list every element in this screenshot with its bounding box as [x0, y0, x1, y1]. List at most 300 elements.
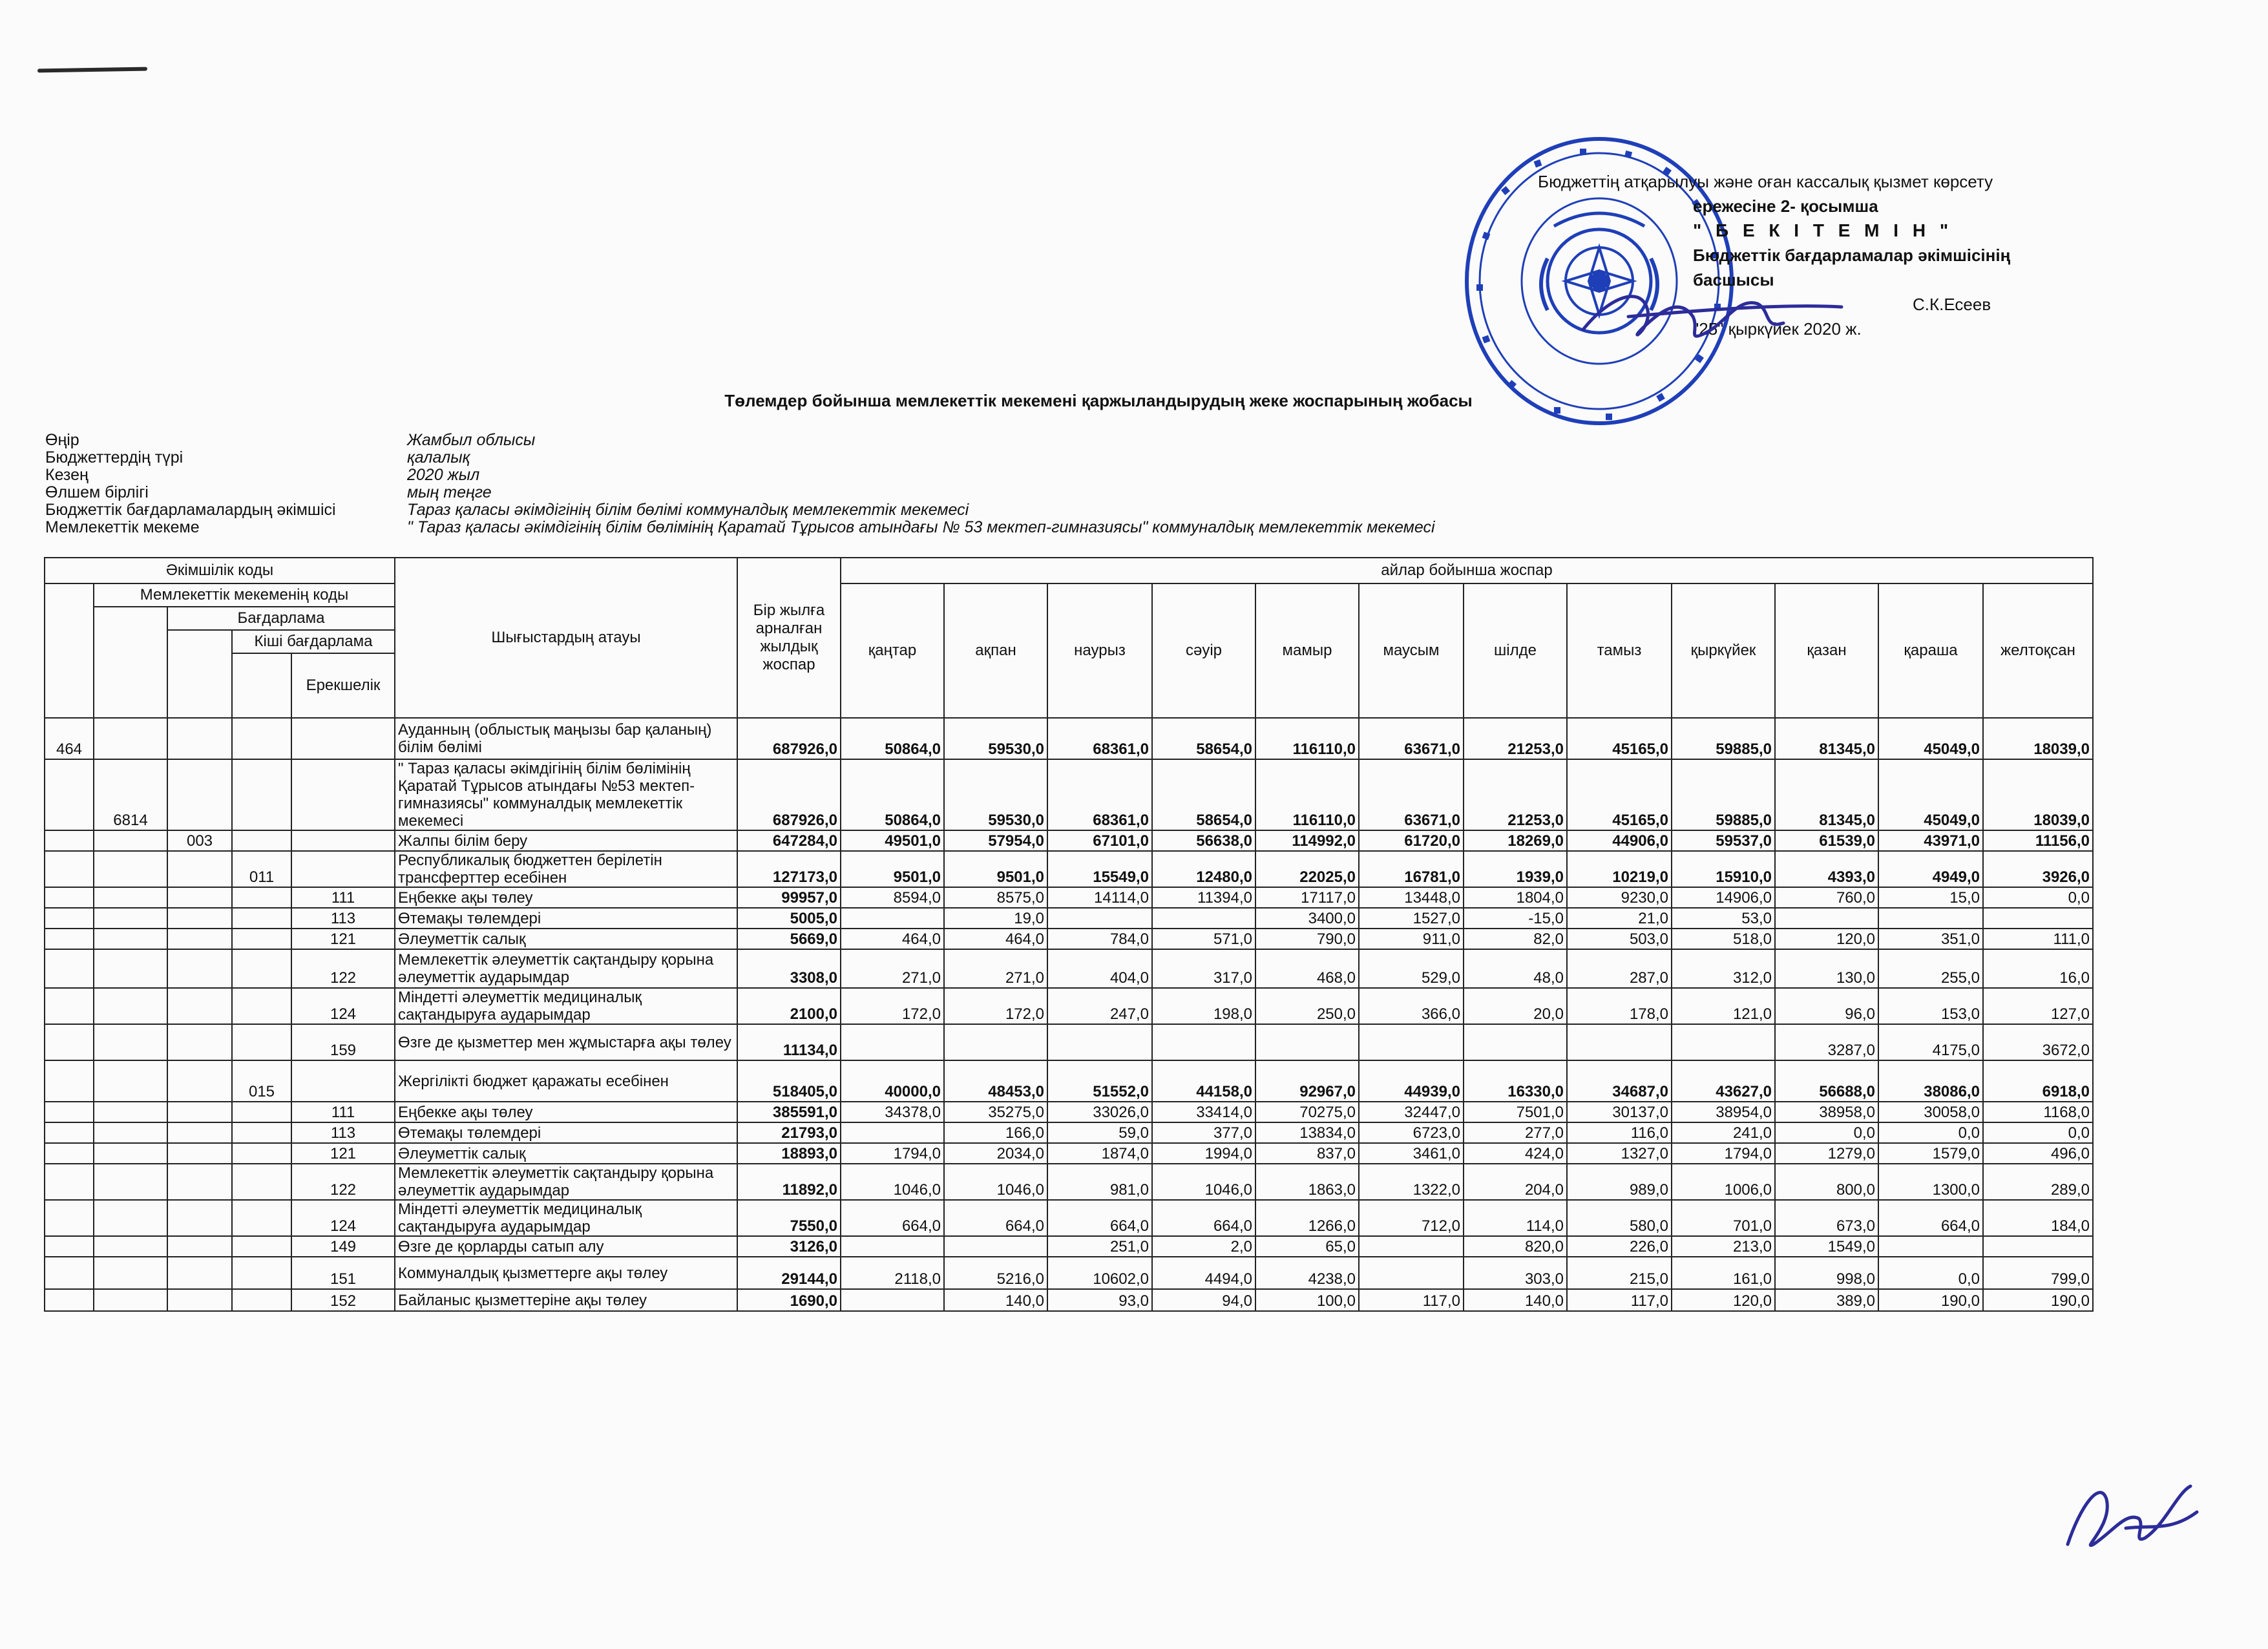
code-cell-3	[167, 1024, 232, 1060]
meta-value: 2020 жыл	[407, 466, 480, 484]
month-cell-11: 16,0	[1983, 949, 2093, 988]
month-cell-3: 1046,0	[1152, 1164, 1255, 1200]
table-row	[45, 1200, 2093, 1236]
meta-label: Бюджеттердің түрі	[45, 448, 184, 467]
month-cell-10: 45049,0	[1878, 718, 1983, 759]
month-cell-0: 50864,0	[841, 718, 944, 759]
month-cell-0	[841, 1289, 944, 1311]
month-cell-4: 17117,0	[1255, 887, 1359, 908]
expense-name-cell: Міндетті әлеуметтік медициналық сақтандыруға аударымдар	[395, 988, 737, 1024]
month-cell-1	[944, 1236, 1047, 1257]
expense-name-cell: Өтемақы төлемдері	[395, 908, 737, 929]
annual-plan-cell: 29144,0	[737, 1257, 841, 1289]
month-cell-5: 32447,0	[1359, 1102, 1464, 1122]
month-cell-4: 468,0	[1255, 949, 1359, 988]
month-cell-9: 760,0	[1775, 887, 1878, 908]
month-cell-0: 664,0	[841, 1200, 944, 1236]
month-cell-10: 45049,0	[1878, 759, 1983, 830]
month-cell-0: 1046,0	[841, 1164, 944, 1200]
code-cell-2	[94, 1289, 167, 1311]
month-cell-5: 16781,0	[1359, 851, 1464, 887]
code-cell-2	[94, 718, 167, 759]
month-cell-4	[1255, 1024, 1359, 1060]
month-cell-1: 19,0	[944, 908, 1047, 929]
document-title: Төлемдер бойынша мемлекеттік мекемені қаржыландырудың жеке жоспарының жобасы	[724, 391, 1473, 410]
month-cell-11	[1983, 1236, 2093, 1257]
month-cell-10: 0,0	[1878, 1257, 1983, 1289]
month-cell-8: 121,0	[1672, 988, 1775, 1024]
meta-row	[45, 484, 1725, 501]
header-admin-spacer	[45, 583, 94, 718]
month-cell-10: 30058,0	[1878, 1102, 1983, 1122]
month-cell-4: 13834,0	[1255, 1122, 1359, 1143]
month-cell-3	[1152, 1024, 1255, 1060]
month-cell-0: 50864,0	[841, 759, 944, 830]
code-cell-1	[45, 851, 94, 887]
code-cell-2	[94, 908, 167, 929]
month-cell-10: 1300,0	[1878, 1164, 1983, 1200]
month-cell-9: 389,0	[1775, 1289, 1878, 1311]
header-month-5: маусым	[1359, 583, 1464, 718]
month-cell-9: 0,0	[1775, 1122, 1878, 1143]
month-cell-11: 18039,0	[1983, 718, 2093, 759]
month-cell-9: 4393,0	[1775, 851, 1878, 887]
month-cell-4: 790,0	[1255, 929, 1359, 949]
payment-plan-table	[44, 557, 2094, 1312]
month-cell-0	[841, 1024, 944, 1060]
month-cell-4: 92967,0	[1255, 1060, 1359, 1102]
code-cell-3	[167, 1257, 232, 1289]
expense-name-cell: Әлеуметтік салық	[395, 1143, 737, 1164]
header-institution-spacer	[94, 607, 167, 718]
header-month-2: наурыз	[1047, 583, 1152, 718]
month-cell-2: 247,0	[1047, 988, 1152, 1024]
month-cell-3: 33414,0	[1152, 1102, 1255, 1122]
month-cell-6: 140,0	[1464, 1289, 1567, 1311]
month-cell-8: 701,0	[1672, 1200, 1775, 1236]
month-cell-6: 18269,0	[1464, 830, 1567, 851]
month-cell-2: 59,0	[1047, 1122, 1152, 1143]
code-cell-3	[167, 949, 232, 988]
month-cell-6: 277,0	[1464, 1122, 1567, 1143]
month-cell-3: 44158,0	[1152, 1060, 1255, 1102]
code-cell-1	[45, 949, 94, 988]
month-cell-3: 94,0	[1152, 1289, 1255, 1311]
meta-value: Жамбыл облысы	[407, 431, 536, 449]
month-cell-6: 20,0	[1464, 988, 1567, 1024]
month-cell-10	[1878, 908, 1983, 929]
meta-value: қалалық	[407, 448, 470, 467]
month-cell-8: 53,0	[1672, 908, 1775, 929]
month-cell-2: 15549,0	[1047, 851, 1152, 887]
code-cell-4	[232, 929, 291, 949]
month-cell-1: 166,0	[944, 1122, 1047, 1143]
month-cell-2	[1047, 1024, 1152, 1060]
month-cell-11: 1168,0	[1983, 1102, 2093, 1122]
code-cell-3	[167, 1060, 232, 1102]
header-month-9: қазан	[1775, 583, 1878, 718]
month-cell-3: 1994,0	[1152, 1143, 1255, 1164]
month-cell-6: -15,0	[1464, 908, 1567, 929]
month-cell-1: 5216,0	[944, 1257, 1047, 1289]
month-cell-6: 424,0	[1464, 1143, 1567, 1164]
month-cell-2: 68361,0	[1047, 759, 1152, 830]
annual-plan-cell: 5005,0	[737, 908, 841, 929]
month-cell-4: 116110,0	[1255, 759, 1359, 830]
month-cell-1: 1046,0	[944, 1164, 1047, 1200]
month-cell-9: 81345,0	[1775, 759, 1878, 830]
month-cell-8	[1672, 1024, 1775, 1060]
table-row	[45, 908, 2093, 929]
month-cell-7: 989,0	[1567, 1164, 1672, 1200]
month-cell-5	[1359, 1024, 1464, 1060]
code-cell-3	[167, 1122, 232, 1143]
month-cell-10: 190,0	[1878, 1289, 1983, 1311]
annual-plan-cell: 1690,0	[737, 1289, 841, 1311]
header-annual-plan: Бір жылға арналған жылдық жоспар	[737, 558, 841, 718]
month-cell-10: 15,0	[1878, 887, 1983, 908]
approval-line-1: Бюджеттің атқарылуы және оған кассалық қызмет көрсету	[1538, 172, 1993, 191]
table-row	[45, 1289, 2093, 1311]
annual-plan-cell: 518405,0	[737, 1060, 841, 1102]
annual-plan-cell: 7550,0	[737, 1200, 841, 1236]
month-cell-3: 11394,0	[1152, 887, 1255, 908]
table-row	[45, 718, 2093, 759]
month-cell-11: 0,0	[1983, 887, 2093, 908]
meta-label: Кезең	[45, 466, 89, 484]
month-cell-8: 59537,0	[1672, 830, 1775, 851]
month-cell-0: 49501,0	[841, 830, 944, 851]
annual-plan-cell: 687926,0	[737, 759, 841, 830]
expense-name-cell: Өзге де қорларды сатып алу	[395, 1236, 737, 1257]
expense-name-cell: Республикалық бюджеттен берілетін трансферттер есебінен	[395, 851, 737, 887]
month-cell-10: 4175,0	[1878, 1024, 1983, 1060]
header-month-0: қаңтар	[841, 583, 944, 718]
month-cell-3: 2,0	[1152, 1236, 1255, 1257]
month-cell-5: 13448,0	[1359, 887, 1464, 908]
expense-name-cell: Өтемақы төлемдері	[395, 1122, 737, 1143]
month-cell-2: 33026,0	[1047, 1102, 1152, 1122]
month-cell-7: 45165,0	[1567, 759, 1672, 830]
header-subprogram-spacer	[232, 653, 291, 718]
month-cell-4: 70275,0	[1255, 1102, 1359, 1122]
expense-name-cell: Еңбекке ақы төлеу	[395, 887, 737, 908]
month-cell-7: 287,0	[1567, 949, 1672, 988]
month-cell-6: 16330,0	[1464, 1060, 1567, 1102]
header-month-4: мамыр	[1255, 583, 1359, 718]
code-cell-3	[167, 929, 232, 949]
code-cell-1	[45, 1164, 94, 1200]
code-cell-3	[167, 1289, 232, 1311]
month-cell-0: 8594,0	[841, 887, 944, 908]
table-row	[45, 851, 2093, 887]
month-cell-6: 21253,0	[1464, 718, 1567, 759]
month-cell-3: 58654,0	[1152, 759, 1255, 830]
month-cell-8: 1794,0	[1672, 1143, 1775, 1164]
month-cell-9: 130,0	[1775, 949, 1878, 988]
month-cell-1	[944, 1024, 1047, 1060]
month-cell-4: 4238,0	[1255, 1257, 1359, 1289]
annual-plan-cell: 687926,0	[737, 718, 841, 759]
header-monthly-plan: айлар бойынша жоспар	[841, 558, 2093, 583]
code-cell-5	[291, 851, 395, 887]
code-cell-5: 122	[291, 1164, 395, 1200]
table-row	[45, 1257, 2093, 1289]
code-cell-4	[232, 908, 291, 929]
code-cell-5: 124	[291, 988, 395, 1024]
code-cell-4	[232, 1164, 291, 1200]
month-cell-11: 3926,0	[1983, 851, 2093, 887]
header-month-8: қыркүйек	[1672, 583, 1775, 718]
month-cell-6: 1939,0	[1464, 851, 1567, 887]
month-cell-10: 43971,0	[1878, 830, 1983, 851]
code-cell-5	[291, 830, 395, 851]
table-row	[45, 887, 2093, 908]
month-cell-7: 503,0	[1567, 929, 1672, 949]
month-cell-6: 7501,0	[1464, 1102, 1567, 1122]
month-cell-11: 11156,0	[1983, 830, 2093, 851]
code-cell-1	[45, 830, 94, 851]
code-cell-4	[232, 1236, 291, 1257]
code-cell-1	[45, 929, 94, 949]
code-cell-3	[167, 1200, 232, 1236]
month-cell-7: 178,0	[1567, 988, 1672, 1024]
month-cell-2: 981,0	[1047, 1164, 1152, 1200]
month-cell-4: 1863,0	[1255, 1164, 1359, 1200]
month-cell-0: 40000,0	[841, 1060, 944, 1102]
month-cell-0	[841, 1122, 944, 1143]
expense-name-cell: Мемлекеттік әлеуметтік сақтандыру қорына әлеуметтік аударымдар	[395, 1164, 737, 1200]
table-row	[45, 1122, 2093, 1143]
code-cell-4	[232, 718, 291, 759]
expense-name-cell: " Тараз қаласы әкімдігінің білім бөлімінің Қаратай Тұрысов атындағы №53 мектеп-гимназиясы" коммуналдық мемлекеттік мекемесі	[395, 759, 737, 830]
code-cell-5	[291, 1060, 395, 1102]
month-cell-2: 1874,0	[1047, 1143, 1152, 1164]
code-cell-5: 124	[291, 1200, 395, 1236]
month-cell-9: 96,0	[1775, 988, 1878, 1024]
month-cell-0	[841, 908, 944, 929]
month-cell-8: 43627,0	[1672, 1060, 1775, 1102]
meta-row	[45, 519, 1725, 536]
header-expense-name: Шығыстардың атауы	[395, 558, 737, 718]
meta-row	[45, 467, 1725, 484]
code-cell-3	[167, 887, 232, 908]
month-cell-7: 45165,0	[1567, 718, 1672, 759]
code-cell-1	[45, 908, 94, 929]
month-cell-4: 837,0	[1255, 1143, 1359, 1164]
code-cell-4: 015	[232, 1060, 291, 1102]
month-cell-5: 1527,0	[1359, 908, 1464, 929]
month-cell-3: 12480,0	[1152, 851, 1255, 887]
month-cell-11: 289,0	[1983, 1164, 2093, 1200]
month-cell-11: 127,0	[1983, 988, 2093, 1024]
month-cell-0: 464,0	[841, 929, 944, 949]
month-cell-2: 784,0	[1047, 929, 1152, 949]
code-cell-2	[94, 1200, 167, 1236]
code-cell-1	[45, 1122, 94, 1143]
month-cell-9: 120,0	[1775, 929, 1878, 949]
month-cell-10: 153,0	[1878, 988, 1983, 1024]
table-row	[45, 1024, 2093, 1060]
month-cell-5: 117,0	[1359, 1289, 1464, 1311]
month-cell-3: 56638,0	[1152, 830, 1255, 851]
month-cell-3: 664,0	[1152, 1200, 1255, 1236]
month-cell-7: 116,0	[1567, 1122, 1672, 1143]
code-cell-5: 111	[291, 1102, 395, 1122]
month-cell-4: 65,0	[1255, 1236, 1359, 1257]
annual-plan-cell: 385591,0	[737, 1102, 841, 1122]
month-cell-9: 1279,0	[1775, 1143, 1878, 1164]
month-cell-3: 4494,0	[1152, 1257, 1255, 1289]
header-program: Бағдарлама	[167, 607, 395, 630]
expense-name-cell: Жалпы білім беру	[395, 830, 737, 851]
code-cell-4	[232, 1289, 291, 1311]
month-cell-9: 56688,0	[1775, 1060, 1878, 1102]
annual-plan-cell: 3308,0	[737, 949, 841, 988]
table-row	[45, 929, 2093, 949]
code-cell-4: 011	[232, 851, 291, 887]
month-cell-1: 8575,0	[944, 887, 1047, 908]
month-cell-3: 377,0	[1152, 1122, 1255, 1143]
month-cell-1: 59530,0	[944, 759, 1047, 830]
annual-plan-cell: 127173,0	[737, 851, 841, 887]
expense-name-cell: Әлеуметтік салық	[395, 929, 737, 949]
code-cell-5: 121	[291, 929, 395, 949]
code-cell-1	[45, 988, 94, 1024]
code-cell-5	[291, 759, 395, 830]
expense-name-cell: Өзге де қызметтер мен жұмыстарға ақы төлеу	[395, 1024, 737, 1060]
code-cell-1	[45, 1236, 94, 1257]
meta-value: Тараз қаласы әкімдігінің білім бөлімі коммуналдық мемлекеттік мекемесі	[407, 501, 969, 519]
code-cell-2	[94, 830, 167, 851]
month-cell-9: 61539,0	[1775, 830, 1878, 851]
month-cell-8: 161,0	[1672, 1257, 1775, 1289]
table-row	[45, 988, 2093, 1024]
month-cell-7: 215,0	[1567, 1257, 1672, 1289]
month-cell-1: 48453,0	[944, 1060, 1047, 1102]
table-row	[45, 949, 2093, 988]
code-cell-3	[167, 718, 232, 759]
month-cell-10: 38086,0	[1878, 1060, 1983, 1102]
approval-head: басшысы	[1693, 270, 1774, 289]
annual-plan-cell: 21793,0	[737, 1122, 841, 1143]
month-cell-2: 67101,0	[1047, 830, 1152, 851]
month-cell-2: 664,0	[1047, 1200, 1152, 1236]
code-cell-2	[94, 1143, 167, 1164]
code-cell-5: 149	[291, 1236, 395, 1257]
month-cell-4: 114992,0	[1255, 830, 1359, 851]
month-cell-8: 1006,0	[1672, 1164, 1775, 1200]
code-cell-5	[291, 718, 395, 759]
code-cell-3	[167, 1143, 232, 1164]
header-admin-code: Әкімшілік коды	[45, 558, 395, 583]
header-month-3: сәуір	[1152, 583, 1255, 718]
expense-name-cell: Жергілікті бюджет қаражаты есебінен	[395, 1060, 737, 1102]
month-cell-2: 93,0	[1047, 1289, 1152, 1311]
header-month-6: шілде	[1464, 583, 1567, 718]
code-cell-3	[167, 1164, 232, 1200]
annual-plan-cell: 2100,0	[737, 988, 841, 1024]
month-cell-1: 59530,0	[944, 718, 1047, 759]
code-cell-2	[94, 1060, 167, 1102]
month-cell-8: 59885,0	[1672, 759, 1775, 830]
month-cell-7: 9230,0	[1567, 887, 1672, 908]
table-row	[45, 1102, 2093, 1122]
month-cell-8: 120,0	[1672, 1289, 1775, 1311]
month-cell-11	[1983, 908, 2093, 929]
annual-plan-cell: 647284,0	[737, 830, 841, 851]
month-cell-6: 114,0	[1464, 1200, 1567, 1236]
month-cell-1: 2034,0	[944, 1143, 1047, 1164]
month-cell-10: 255,0	[1878, 949, 1983, 988]
month-cell-8: 15910,0	[1672, 851, 1775, 887]
expense-name-cell: Ауданның (облыстық маңызы бар қаланың) білім бөлімі	[395, 718, 737, 759]
month-cell-5: 712,0	[1359, 1200, 1464, 1236]
table-row	[45, 830, 2093, 851]
code-cell-2	[94, 929, 167, 949]
month-cell-5	[1359, 1257, 1464, 1289]
meta-row	[45, 449, 1725, 467]
month-cell-8: 59885,0	[1672, 718, 1775, 759]
month-cell-11: 6918,0	[1983, 1060, 2093, 1102]
scan-mark	[37, 67, 147, 73]
code-cell-5: 151	[291, 1257, 395, 1289]
code-cell-2	[94, 988, 167, 1024]
month-cell-0: 271,0	[841, 949, 944, 988]
month-cell-8: 518,0	[1672, 929, 1775, 949]
month-cell-11: 190,0	[1983, 1289, 2093, 1311]
month-cell-6: 303,0	[1464, 1257, 1567, 1289]
month-cell-8: 38954,0	[1672, 1102, 1775, 1122]
month-cell-2: 51552,0	[1047, 1060, 1152, 1102]
code-cell-1	[45, 1102, 94, 1122]
month-cell-7: 10219,0	[1567, 851, 1672, 887]
month-cell-6: 204,0	[1464, 1164, 1567, 1200]
month-cell-7: 117,0	[1567, 1289, 1672, 1311]
month-cell-6: 820,0	[1464, 1236, 1567, 1257]
code-cell-1	[45, 1143, 94, 1164]
month-cell-9: 3287,0	[1775, 1024, 1878, 1060]
month-cell-3: 571,0	[1152, 929, 1255, 949]
expense-name-cell: Коммуналдық қызметтерге ақы төлеу	[395, 1257, 737, 1289]
annual-plan-cell: 18893,0	[737, 1143, 841, 1164]
month-cell-11: 496,0	[1983, 1143, 2093, 1164]
code-cell-2	[94, 1164, 167, 1200]
handwritten-signature-icon	[2055, 1467, 2203, 1564]
month-cell-7: 1327,0	[1567, 1143, 1672, 1164]
month-cell-5: 1322,0	[1359, 1164, 1464, 1200]
code-cell-5: 159	[291, 1024, 395, 1060]
month-cell-6: 1804,0	[1464, 887, 1567, 908]
expense-name-cell: Мемлекеттік әлеуметтік сақтандыру қорына әлеуметтік аударымдар	[395, 949, 737, 988]
header-specific: Ерекшелік	[291, 653, 395, 718]
annual-plan-cell: 11892,0	[737, 1164, 841, 1200]
month-cell-10: 664,0	[1878, 1200, 1983, 1236]
code-cell-2	[94, 1236, 167, 1257]
month-cell-9: 81345,0	[1775, 718, 1878, 759]
meta-label: Өлшем бірлігі	[45, 483, 149, 501]
table-row	[45, 1164, 2093, 1200]
code-cell-4	[232, 949, 291, 988]
code-cell-4	[232, 830, 291, 851]
month-cell-10: 1579,0	[1878, 1143, 1983, 1164]
month-cell-5: 3461,0	[1359, 1143, 1464, 1164]
code-cell-3	[167, 908, 232, 929]
code-cell-5: 122	[291, 949, 395, 988]
month-cell-6: 82,0	[1464, 929, 1567, 949]
month-cell-5	[1359, 1236, 1464, 1257]
month-cell-4: 3400,0	[1255, 908, 1359, 929]
